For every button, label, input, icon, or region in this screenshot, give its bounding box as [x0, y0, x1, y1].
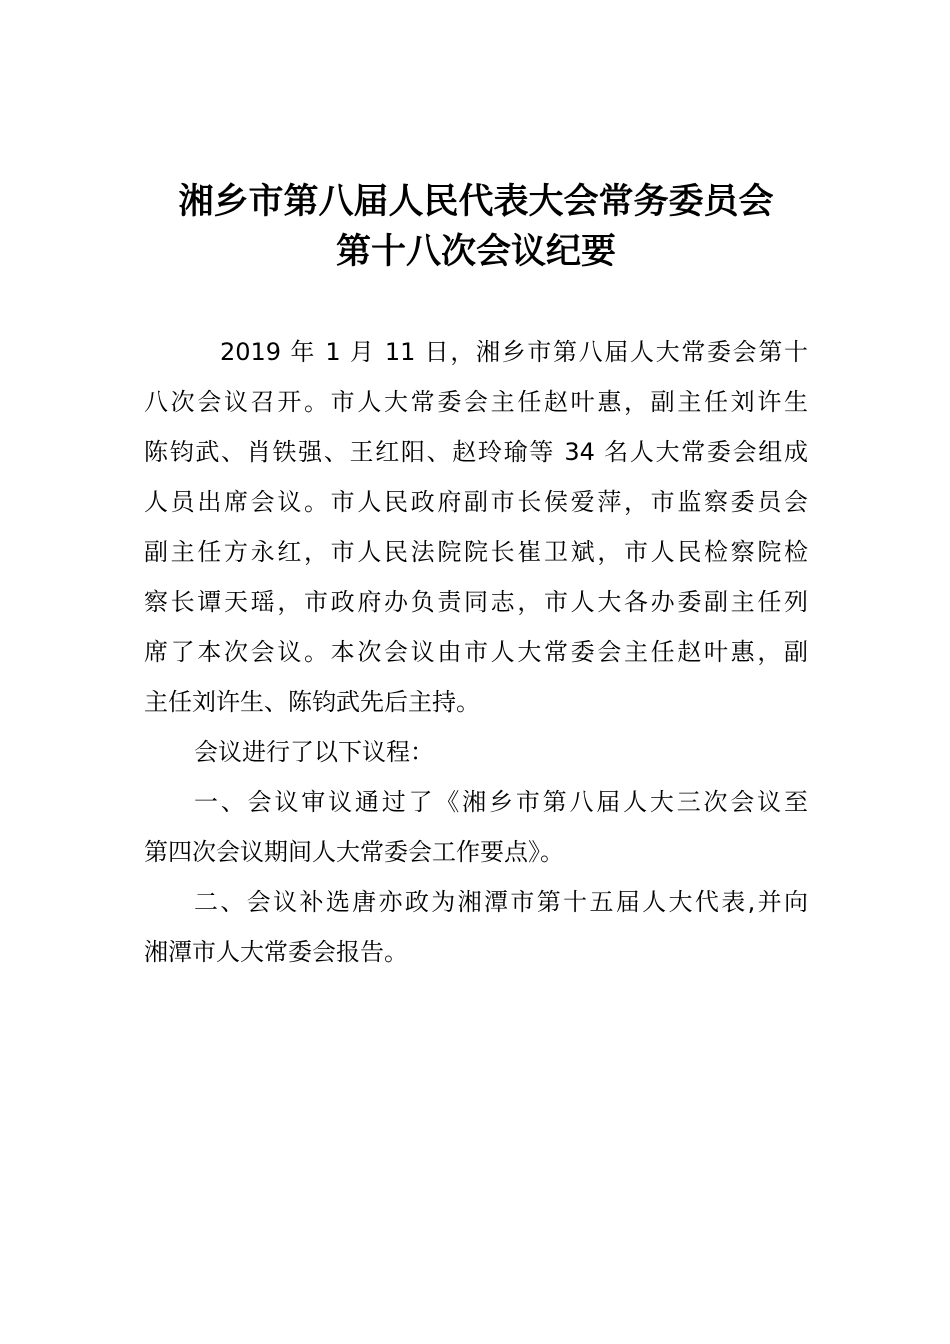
paragraph-line: 副主任方永红，市人民法院院长崔卫斌，市人民检察院检: [144, 538, 808, 566]
paragraph-line: 一、会议审议通过了《湘乡市第八届人大三次会议至: [194, 788, 808, 816]
document-body: [144, 327, 808, 977]
paragraph-line: 察长谭天瑶，市政府办负责同志，市人大各办委副主任列: [144, 588, 808, 616]
paragraph-line: 二、会议补选唐亦政为湘潭市第十五届人大代表,并向: [194, 888, 808, 916]
paragraph-line: 第四次会议期间人大常委会工作要点》。: [144, 838, 564, 866]
document-title-line1: 湘乡市第八届人民代表大会常务委员会: [178, 182, 774, 222]
paragraph-meeting-summary: [144, 327, 808, 727]
paragraph-line: 人员出席会议。市人民政府副市长侯爱萍，市监察委员会: [144, 488, 808, 516]
paragraph-line: 席了本次会议。本次会议由市人大常委会主任赵叶惠，副: [144, 638, 808, 666]
paragraph-line: 湘潭市人大常委会报告。: [144, 938, 408, 966]
document-title-line2: 第十八次会议纪要: [335, 232, 616, 272]
agenda-item-2: [144, 877, 808, 977]
paragraph-line: 主任刘许生、陈钧武先后主持。: [144, 688, 480, 716]
paragraph-line: 陈钧武、肖铁强、王红阳、赵玲瑜等 34 名人大常委会组成: [144, 438, 808, 466]
agenda-item-1: [144, 777, 808, 877]
agenda-intro: 会议进行了以下议程：: [194, 738, 434, 766]
paragraph-line: 2019 年 1 月 11 日，湘乡市第八届人大常委会第十: [220, 338, 808, 366]
paragraph-line: 八次会议召开。市人大常委会主任赵叶惠，副主任刘许生: [144, 388, 808, 416]
